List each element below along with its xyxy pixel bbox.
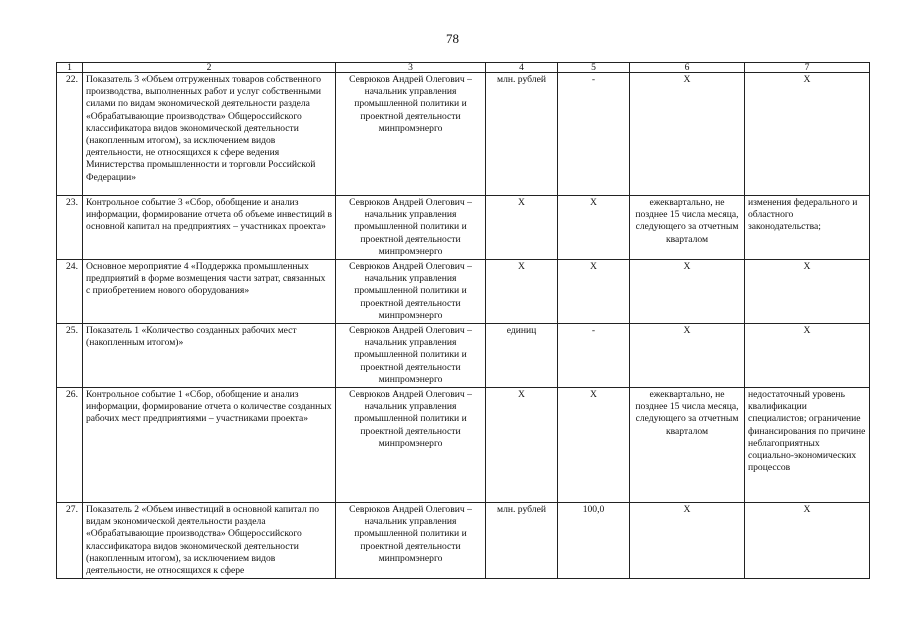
row-value: - [558, 73, 630, 196]
row-risk: Х [745, 324, 870, 388]
plan-table [56, 62, 870, 579]
row-number: 26. [57, 388, 83, 503]
col-header: 3 [336, 63, 486, 73]
col-header: 1 [57, 63, 83, 73]
row-deadline: Х [630, 324, 745, 388]
page-number: 78 [446, 31, 459, 46]
row-risk: Х [745, 73, 870, 196]
row-name: Показатель 2 «Объем инвестиций в основной капитал по видам экономической деятельности раздела «Обрабатывающие производства» Общероссийского классификатора видов экономической деятельности (накопленным итогом), за исключением видов деятельности, не относящихся к сфере [83, 503, 336, 579]
row-number: 27. [57, 503, 83, 579]
row-risk: Х [745, 260, 870, 324]
row-value: Х [558, 196, 630, 260]
row-number: 24. [57, 260, 83, 324]
row-value: 100,0 [558, 503, 630, 579]
row-name: Контрольное событие 1 «Сбор, обобщение и анализ информации, формирование отчета о количестве созданных рабочих мест предприятиями – участниками проекта» [83, 388, 336, 503]
row-value: Х [558, 388, 630, 503]
row-responsible: Севрюков Андрей Олегович – начальник управления промышленной политики и проектной деятельности минпромэнерго [336, 73, 486, 196]
table-row [57, 503, 870, 579]
row-responsible: Севрюков Андрей Олегович – начальник управления промышленной политики и проектной деятельности минпромэнерго [336, 324, 486, 388]
row-deadline: Х [630, 260, 745, 324]
row-deadline: ежеквартально, не позднее 15 числа месяца, следующего за отчетным кварталом [630, 388, 745, 503]
col-header: 7 [745, 63, 870, 73]
row-risk: недостаточный уровень квалификации специалистов; ограничение финансирования по причине неблагоприятных социально-экономических процессов [745, 388, 870, 503]
table-row [57, 196, 870, 260]
row-deadline: ежеквартально, не позднее 15 числа месяца, следующего за отчетным кварталом [630, 196, 745, 260]
row-number: 23. [57, 196, 83, 260]
header-row [57, 63, 870, 73]
col-header: 2 [83, 63, 336, 73]
row-value: - [558, 324, 630, 388]
table-row [57, 388, 870, 503]
row-deadline: Х [630, 503, 745, 579]
row-responsible: Севрюков Андрей Олегович – начальник управления промышленной политики и проектной деятельности минпромэнерго [336, 196, 486, 260]
row-name: Показатель 1 «Количество созданных рабочих мест (накопленным итогом)» [83, 324, 336, 388]
row-unit: млн. рублей [486, 503, 558, 579]
table-row [57, 324, 870, 388]
row-responsible: Севрюков Андрей Олегович – начальник управления промышленной политики и проектной деятельности минпромэнерго [336, 503, 486, 579]
row-number: 25. [57, 324, 83, 388]
row-unit: единиц [486, 324, 558, 388]
col-header: 4 [486, 63, 558, 73]
col-header: 5 [558, 63, 630, 73]
row-number: 22. [57, 73, 83, 196]
row-responsible: Севрюков Андрей Олегович – начальник управления промышленной политики и проектной деятельности минпромэнерго [336, 388, 486, 503]
row-name: Основное мероприятие 4 «Поддержка промышленных предприятий в форме возмещения части затрат, связанных с приобретением нового оборудования» [83, 260, 336, 324]
row-risk: изменения федерального и областного законодательства; [745, 196, 870, 260]
row-responsible: Севрюков Андрей Олегович – начальник управления промышленной политики и проектной деятельности минпромэнерго [336, 260, 486, 324]
row-risk: Х [745, 503, 870, 579]
table-row [57, 260, 870, 324]
col-header: 6 [630, 63, 745, 73]
row-name: Контрольное событие 3 «Сбор, обобщение и анализ информации, формирование отчета об объеме инвестиций в основной капитал на предприятиях – участниках проекта» [83, 196, 336, 260]
row-value: Х [558, 260, 630, 324]
row-unit: Х [486, 388, 558, 503]
row-name: Показатель 3 «Объем отгруженных товаров собственного производства, выполненных работ и услуг собственными силами по видам экономической деятельности раздела «Обрабатывающие производства» Общероссийского классификатора видов экономической деятельности (накопленным итогом), за исключением видов деятельности, не относящихся к сфере ведения Министерства промышленности и торговли Российской Федерации» [83, 73, 336, 196]
row-unit: Х [486, 260, 558, 324]
row-unit: млн. рублей [486, 73, 558, 196]
table-row [57, 73, 870, 196]
row-unit: Х [486, 196, 558, 260]
row-deadline: Х [630, 73, 745, 196]
